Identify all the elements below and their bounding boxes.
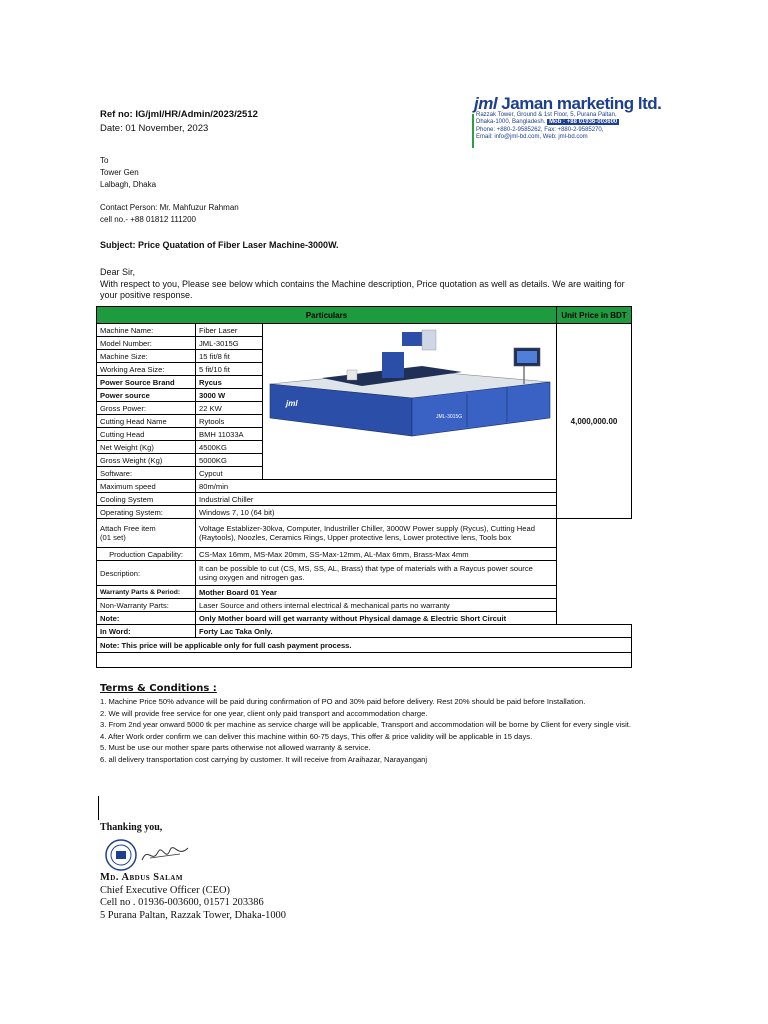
- table-row-empty: [97, 653, 632, 668]
- spec-value: 3000 W: [196, 389, 263, 402]
- contact-block: [100, 202, 239, 226]
- nonwarranty-key: Non-Warranty Parts:: [97, 599, 196, 612]
- salutation-block: [100, 267, 640, 302]
- spec-key: Gross Power:: [97, 402, 196, 415]
- attach-key-text: Attach Free item (01 set): [100, 524, 156, 542]
- table-row: [97, 506, 632, 519]
- spec-value: 5000KG: [196, 454, 263, 467]
- spec-value: Fiber Laser: [196, 324, 263, 337]
- recipient-name: Tower Gen: [100, 168, 139, 177]
- spec-value: Rycus: [196, 376, 263, 389]
- address-line-1: Razzak Tower, Ground & 1st Floor, 5, Purana Paltan,: [476, 112, 617, 118]
- company-mobile: Mob : +88 01936-003600: [549, 119, 618, 126]
- description-key: Description:: [97, 561, 196, 586]
- nonwarranty-value: Laser Source and others internal electrical & mechanical parts no warranty: [196, 599, 557, 612]
- signer-cell: Cell no . 01936-003600, 01571 203386: [100, 897, 264, 909]
- spec-value: BMH 11033A: [196, 428, 263, 441]
- company-logo-block: [472, 94, 662, 150]
- logo-jml: jml: [474, 94, 498, 113]
- spec-value: 5 fit/10 fit: [196, 363, 263, 376]
- production-key: Production Capability:: [97, 548, 196, 561]
- inword-key: In Word:: [97, 625, 196, 638]
- intro-paragraph: With respect to you, Please see below which contains the Machine description, Price quotation as well as details. We are waiting for your positive response.: [100, 278, 625, 300]
- spec-key: Cutting Head Name: [97, 415, 196, 428]
- address-line-2: Dhaka-1000, Bangladesh.: [476, 119, 546, 126]
- table-row-warranty: [97, 586, 632, 599]
- table-header-row: [97, 307, 632, 324]
- subject-line: Subject: Price Quatation of Fiber Laser Machine-3000W.: [100, 240, 339, 250]
- header-unit-price: Unit Price in BDT: [557, 307, 632, 324]
- note-value: Only Mother board will get warranty without Physical damage & Electric Short Circuit: [196, 612, 557, 625]
- empty-cell: [97, 653, 632, 668]
- company-address: [476, 112, 619, 142]
- spec-key: Maximum speed: [97, 480, 196, 493]
- reference-block: [100, 108, 258, 136]
- spec-key: Machine Size:: [97, 350, 196, 363]
- unit-price: 4,000,000.00: [557, 324, 632, 519]
- spec-value: Rytools: [196, 415, 263, 428]
- inword-value: Forty Lac Taka Only.: [196, 625, 632, 638]
- text-cursor: [98, 796, 99, 820]
- spec-key: Cutting Head: [97, 428, 196, 441]
- spec-value: 15 fit/8 fit: [196, 350, 263, 363]
- spec-key: Gross Weight (Kg): [97, 454, 196, 467]
- to-label: To: [100, 156, 109, 165]
- spec-key: Cooling System: [97, 493, 196, 506]
- table-row-inword: [97, 625, 632, 638]
- spec-key: Operating System:: [97, 506, 196, 519]
- signature-block: [100, 872, 286, 922]
- fiber-laser-machine-image: [262, 326, 552, 438]
- spec-value: 22 KW: [196, 402, 263, 415]
- spec-key: Power Source Brand: [97, 376, 196, 389]
- table-row-nonwarranty: [97, 599, 632, 612]
- warranty-key: Warranty Parts & Period:: [97, 586, 196, 599]
- spec-key: Model Number:: [97, 337, 196, 350]
- signature-scribble-icon: [140, 838, 190, 868]
- description-value: It can be possible to cut (CS, MS, SS, AL, Brass) that type of materials with a Raycus power source using oxygen and nitrogen gas.: [196, 561, 557, 586]
- bottom-note: Note: This price will be applicable only for full cash payment process.: [97, 638, 632, 653]
- contact-person: Contact Person: Mr. Mahfuzur Rahman: [100, 203, 239, 212]
- table-row-bottom-note: [97, 638, 632, 653]
- terms-item: 3. From 2nd year onward 5000 tk per machine as service charge will be applicable, Transport and accommodation will be borne by Client for every single visit.: [100, 720, 631, 730]
- salutation: Dear Sir,: [100, 267, 136, 277]
- spec-key: Net Weight (Kg): [97, 441, 196, 454]
- svg-text:JML-3015G: JML-3015G: [436, 414, 463, 420]
- signer-title: Chief Executive Officer (CEO): [100, 884, 230, 896]
- table-row: [97, 480, 632, 493]
- company-email-web: Email: info@jml-bd.com, Web: jml-bd.com: [476, 134, 588, 141]
- table-row-attach: [97, 519, 632, 548]
- spec-value: Windows 7, 10 (64 bit): [196, 506, 557, 519]
- letter-date: Date: 01 November, 2023: [100, 123, 209, 134]
- spec-key: Machine Name:: [97, 324, 196, 337]
- spec-value: JML-3015G: [196, 337, 263, 350]
- attach-value: Voltage Establizer-30kva, Computer, Industriller Chiller, 3000W Power supply (Rycus), Cutting Head (Raytools), Noozles, Ceramics Rings, Upper protective lens, Lower protective lens, Tools box: [196, 519, 557, 548]
- terms-item: 2. We will provide free service for one year, client only paid transport and accommodation charge.: [100, 708, 428, 718]
- company-phone: Phone: +880-2-9585262, Fax: +880-2-9585270,: [476, 126, 604, 133]
- terms-title: Terms & Conditions :: [100, 683, 217, 694]
- table-row-description: [97, 561, 632, 586]
- terms-list: [100, 696, 640, 766]
- header-particulars: Particulars: [97, 307, 557, 324]
- logo-accent-bar: [472, 114, 474, 148]
- signer-address: 5 Purana Paltan, Razzak Tower, Dhaka-1000: [100, 909, 286, 921]
- table-row-production: [97, 548, 632, 561]
- table-row-note: [97, 612, 632, 625]
- terms-item: 5. Must be use our mother spare parts otherwise not allowed warranty & service.: [100, 743, 371, 753]
- thanks-text: Thanking you,: [100, 822, 163, 833]
- recipient-address: Lalbagh, Dhaka: [100, 180, 157, 189]
- terms-item: 4. After Work order confirm we can deliver this machine within 60-75 days, This offer & price validity will be applicable in 15 days.: [100, 731, 533, 741]
- spec-value: Cypcut: [196, 467, 263, 480]
- address-line-2-row: [476, 119, 619, 126]
- terms-item: 6. all delivery transportation cost carrying by customer. It will receive from Araihazar, Narayanganj: [100, 754, 428, 764]
- table-row: [97, 493, 632, 506]
- spec-key: Software:: [97, 467, 196, 480]
- spec-key: Working Area Size:: [97, 363, 196, 376]
- attach-key: [97, 519, 196, 548]
- svg-text:jml: jml: [286, 399, 298, 408]
- signer-name: Md. Abdus Salam: [100, 872, 183, 883]
- spec-value: Industrial Chiller: [196, 493, 557, 506]
- ref-number: Ref no: IG/jml/HR/Admin/2023/2512: [100, 109, 258, 120]
- note-key: Note:: [97, 612, 196, 625]
- logo-name: Jaman marketing ltd.: [501, 94, 662, 113]
- spec-value: 4500KG: [196, 441, 263, 454]
- spec-value: 80m/min: [196, 480, 557, 493]
- company-seal-icon: [104, 838, 138, 872]
- company-logo: [474, 94, 661, 114]
- warranty-value: Mother Board 01 Year: [196, 586, 557, 599]
- contact-cell: cell no.- +88 01812 111200: [100, 215, 197, 224]
- terms-item: 1. Machine Price 50% advance will be paid during confirmation of PO and 30% paid before delivery. Rest 20% should be paid before Installation.: [100, 697, 586, 706]
- spec-key: Power source: [97, 389, 196, 402]
- recipient-block: [100, 155, 156, 191]
- production-value: CS-Max 16mm, MS-Max 20mm, SS-Max-12mm, AL-Max 6mm, Brass-Max 4mm: [196, 548, 557, 561]
